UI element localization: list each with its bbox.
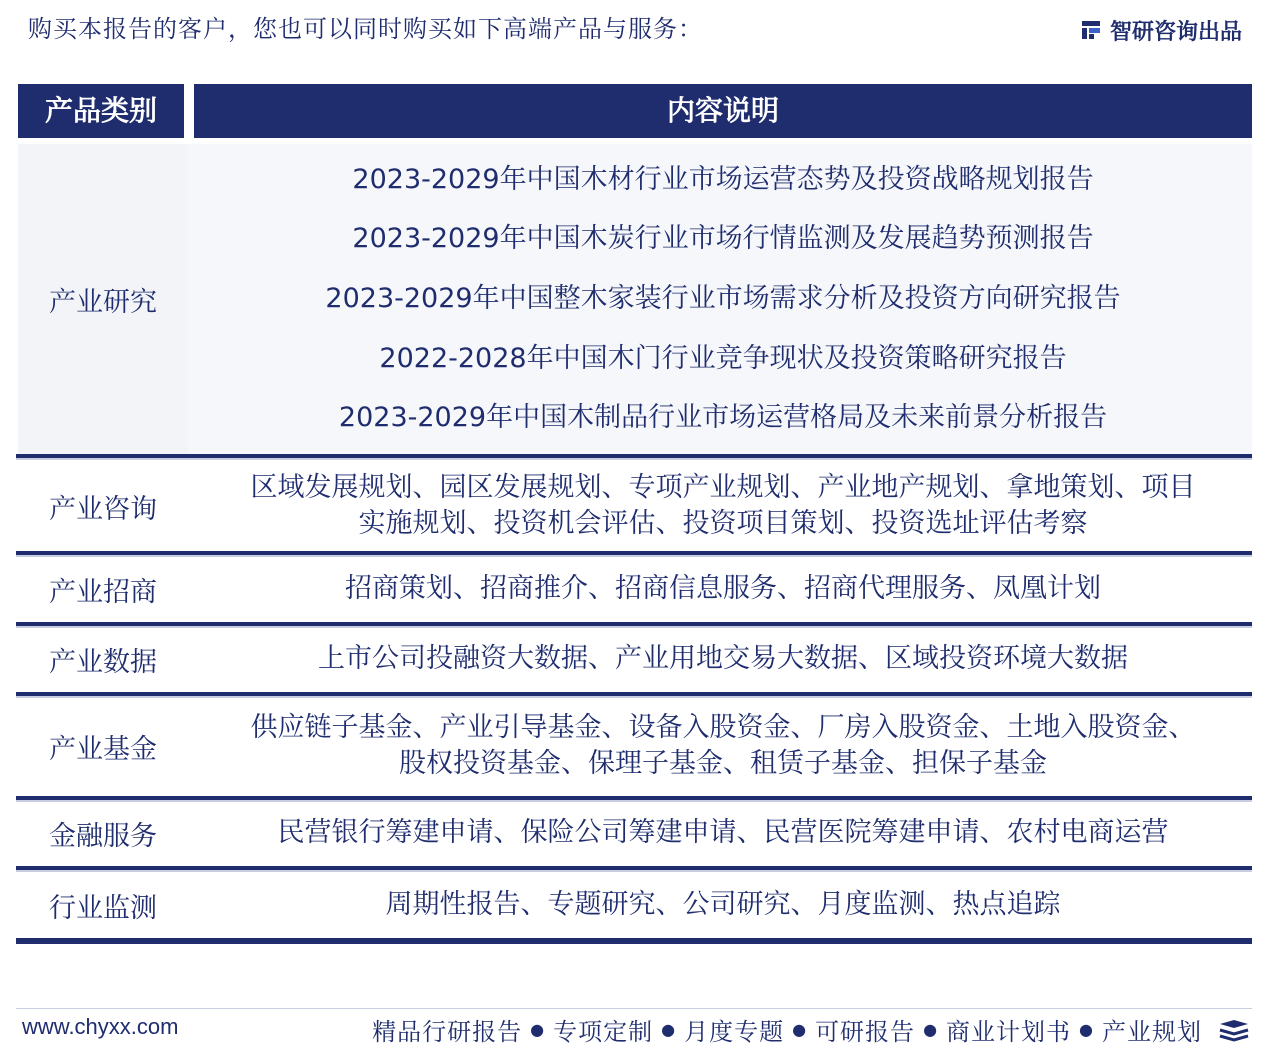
service-item: 可研报告	[815, 1018, 916, 1046]
description-line: 民营银行筹建申请、保险公司筹建申请、民营医院筹建申请、农村电商运营	[277, 817, 1169, 848]
description-line: 区域发展规划、园区发展规划、专项产业规划、产业地产规划、拿地策划、项目	[250, 472, 1196, 503]
description-cell	[194, 802, 1252, 864]
separator-dot: ●	[792, 1020, 808, 1039]
description-cell	[194, 700, 1252, 792]
service-item: 产业规划	[1102, 1018, 1202, 1046]
report-link[interactable]: 2023-2029年中国整木家装行业市场需求分析及投资方向研究报告	[325, 282, 1121, 314]
description-cell	[194, 462, 1252, 550]
report-link[interactable]: 2023-2029年中国木材行业市场运营态势及投资战略规划报告	[352, 163, 1094, 195]
service-item: 月度专题	[684, 1018, 785, 1046]
website-link[interactable]: www.chyxx.com	[22, 1014, 179, 1039]
table-row	[18, 802, 1252, 864]
description-line: 实施规划、投资机会评估、投资项目策划、投资选址评估考察	[358, 508, 1088, 539]
row-divider	[16, 692, 1252, 698]
description-cell	[194, 628, 1252, 690]
description-line: 供应链子基金、产业引导基金、设备入股资金、厂房入股资金、土地入股资金、	[250, 712, 1196, 743]
separator-dot: ●	[923, 1020, 939, 1039]
description-line: 股权投资基金、保理子基金、租赁子基金、担保子基金	[399, 748, 1047, 779]
description-cell	[194, 874, 1252, 936]
description-line: 上市公司投融资大数据、产业用地交易大数据、区域投资环境大数据	[318, 643, 1128, 674]
service-item: 商业计划书	[946, 1018, 1072, 1046]
category-cell: 产业研究	[18, 144, 188, 454]
column-header-description: 内容说明	[194, 84, 1252, 138]
table-row	[18, 628, 1252, 690]
row-divider	[16, 454, 1252, 460]
layers-icon	[1218, 1018, 1250, 1044]
category-cell: 产业咨询	[49, 493, 157, 525]
table-row	[18, 874, 1252, 936]
table-row	[18, 558, 1252, 620]
brand-label: 智研咨询出品	[1109, 19, 1242, 45]
separator-dot: ●	[530, 1020, 546, 1039]
header-note: 购买本报告的客户，您也可以同时购买如下高端产品与服务：	[28, 15, 703, 43]
description-cell	[194, 558, 1252, 620]
table-row	[18, 700, 1252, 792]
category-cell: 金融服务	[49, 820, 157, 852]
category-cell: 产业招商	[49, 576, 157, 608]
row-divider	[16, 551, 1252, 557]
category-cell: 行业监测	[49, 892, 157, 924]
separator-dot: ●	[661, 1020, 677, 1039]
category-cell: 产业基金	[49, 733, 157, 765]
zhiyan-logo-icon	[1080, 19, 1102, 41]
row-divider	[16, 866, 1252, 872]
category-cell: 产业数据	[49, 646, 157, 678]
report-link[interactable]: 2023-2029年中国木制品行业市场运营格局及未来前景分析报告	[338, 402, 1108, 434]
service-list	[372, 1012, 1202, 1047]
separator-dot: ●	[1079, 1020, 1094, 1039]
column-header-category: 产品类别	[18, 84, 184, 138]
report-link[interactable]: 2022-2028年中国木门行业竞争现状及投资策略研究报告	[379, 342, 1067, 374]
description-line: 周期性报告、专题研究、公司研究、月度监测、热点追踪	[385, 889, 1061, 920]
table-row-research	[18, 144, 1252, 454]
report-list	[194, 144, 1252, 454]
table-bottom-border	[16, 938, 1252, 944]
footer-divider	[16, 1008, 1252, 1009]
brand	[1080, 14, 1242, 46]
service-item: 精品行研报告	[372, 1018, 523, 1046]
table-row	[18, 462, 1252, 550]
report-link[interactable]: 2023-2029年中国木炭行业市场行情监测及发展趋势预测报告	[352, 223, 1094, 255]
description-line: 招商策划、招商推介、招商信息服务、招商代理服务、凤凰计划	[345, 573, 1101, 604]
table-header	[18, 84, 1252, 138]
service-item: 专项定制	[553, 1018, 654, 1046]
